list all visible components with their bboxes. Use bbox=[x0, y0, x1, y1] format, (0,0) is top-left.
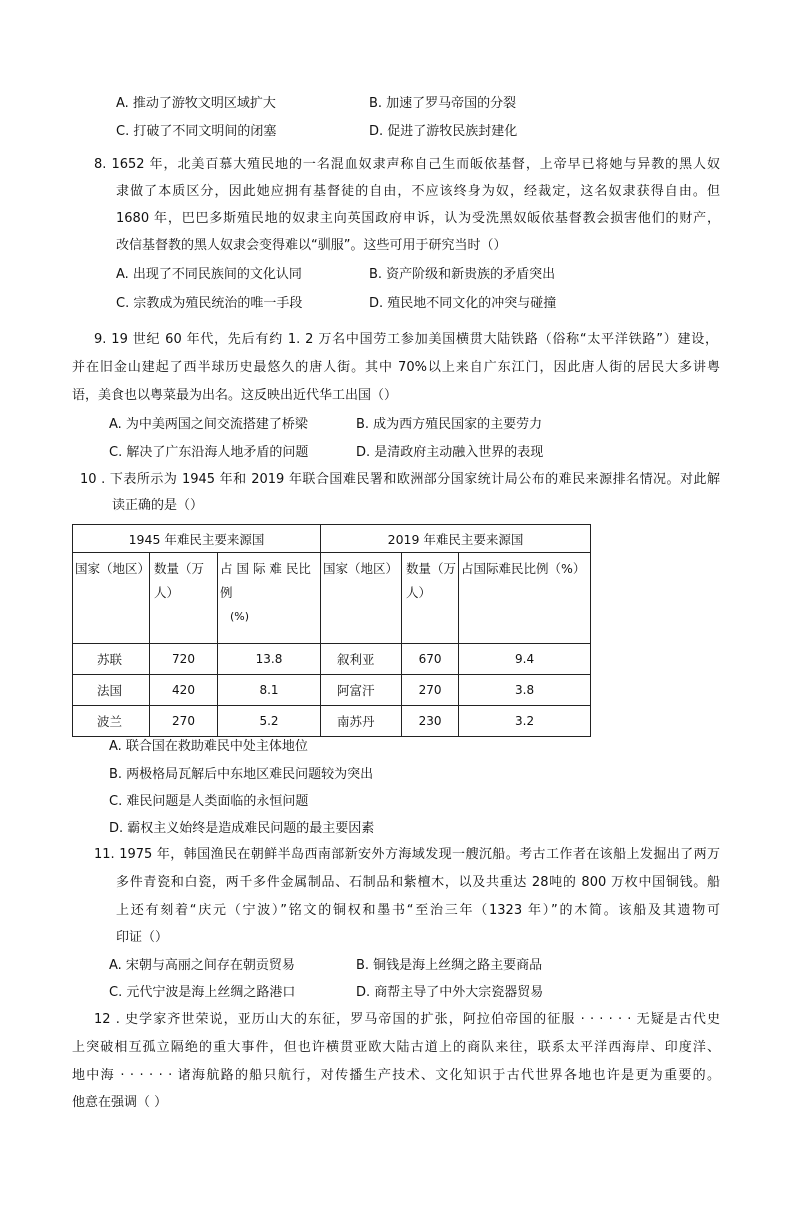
q10-stem-line-1: 10 . 下表所示为 1945 年和 2019 年联合国难民署和欧洲部分国家统计局公布的难民来源排名情况。对此解 bbox=[80, 472, 720, 487]
q11-stem-line-3: 上还有刻着“庆元（宁波）”铭文的铜权和墨书“至治三年（1323 年）”的木简。该船及其遗物可 bbox=[116, 903, 720, 918]
col-percent-1945-label: 占 国 际 难 民比例 bbox=[220, 561, 311, 600]
q10-option-c[interactable]: C. 难民问题是人类面临的永恒问题 bbox=[109, 794, 309, 809]
q12-stem-line-1: 12 . 史学家齐世荣说，亚历山大的东征，罗马帝国的扩张，阿拉伯帝国的征服 · · · · · · 无疑是古代史 bbox=[94, 1012, 720, 1027]
table-row bbox=[73, 644, 591, 675]
q8-option-b[interactable]: B. 资产阶级和新贵族的矛盾突出 bbox=[369, 267, 556, 282]
country-2019: 叙利亚 bbox=[321, 644, 402, 675]
q8-option-c[interactable]: C. 宗教成为殖民统治的唯一手段 bbox=[116, 296, 303, 311]
q11-stem-line-1: 11. 1975 年，韩国渔民在朝鲜半岛西南部新安外方海域发现一艘沉船。考古工作者在该船上发掘出了两万 bbox=[94, 847, 720, 862]
q10-option-b[interactable]: B. 两极格局瓦解后中东地区难民问题较为突出 bbox=[109, 767, 374, 782]
col-percent-1945 bbox=[218, 553, 321, 644]
q11-option-b[interactable]: B. 铜钱是海上丝绸之路主要商品 bbox=[356, 958, 543, 973]
q10-option-a[interactable]: A. 联合国在救助难民中处主体地位 bbox=[109, 739, 308, 754]
col-percent-2019: 占国际难民比例（%） bbox=[459, 553, 591, 644]
table-group-1945: 1945 年难民主要来源国 bbox=[73, 525, 321, 553]
col-percent-1945-unit: (%) bbox=[230, 610, 250, 623]
q7-option-d[interactable]: D. 促进了游牧民族封建化 bbox=[369, 124, 518, 139]
percent-1945: 8.1 bbox=[218, 675, 321, 706]
q11-stem-line-2: 多件青瓷和白瓷，两千多件金属制品、石制品和紫檀木，以及共重达 28吨的 800 万枚中国铜钱。船 bbox=[116, 875, 720, 890]
country-1945: 苏联 bbox=[73, 644, 150, 675]
q11-option-d[interactable]: D. 商帮主导了中外大宗瓷器贸易 bbox=[356, 985, 544, 1000]
percent-1945: 13.8 bbox=[218, 644, 321, 675]
q12-stem-line-3: 地中海 · · · · · · 诸海航路的船只航行，对传播生产技术、文化知识于古代世界各地也许是更为重要的。 bbox=[72, 1068, 720, 1083]
q8-stem-line-3: 1680 年，巴巴多斯殖民地的奴隶主向英国政府申诉，认为受洗黑奴皈依基督教会损害他们的财产， bbox=[116, 211, 720, 226]
q9-option-a[interactable]: A. 为中美两国之间交流搭建了桥梁 bbox=[109, 417, 308, 432]
quantity-1945: 270 bbox=[150, 706, 218, 737]
quantity-1945: 420 bbox=[150, 675, 218, 706]
percent-2019: 3.2 bbox=[459, 706, 591, 737]
q12-stem-line-2: 上突破相互孤立隔绝的重大事件，但也许横贯亚欧大陆古道上的商队来往，联系太平洋西海岸、印度洋、 bbox=[72, 1040, 720, 1055]
q8-option-d[interactable]: D. 殖民地不同文化的冲突与碰撞 bbox=[369, 296, 557, 311]
col-quantity-1945: 数量（万人） bbox=[150, 553, 218, 644]
percent-1945: 5.2 bbox=[218, 706, 321, 737]
q7-option-a[interactable]: A. 推动了游牧文明区域扩大 bbox=[116, 96, 276, 111]
q9-option-d[interactable]: D. 是清政府主动融入世界的表现 bbox=[356, 445, 544, 460]
table-row bbox=[73, 706, 591, 737]
percent-2019: 3.8 bbox=[459, 675, 591, 706]
q12-stem-line-4: 他意在强调（ ） bbox=[72, 1095, 168, 1110]
q11-option-c[interactable]: C. 元代宁波是海上丝绸之路港口 bbox=[109, 985, 296, 1000]
q7-option-c[interactable]: C. 打破了不同文明间的闭塞 bbox=[116, 124, 277, 139]
refugee-table bbox=[72, 524, 591, 737]
q9-option-b[interactable]: B. 成为西方殖民国家的主要劳力 bbox=[356, 417, 543, 432]
country-2019: 南苏丹 bbox=[321, 706, 402, 737]
q9-stem-line-3: 语，美食也以粤菜最为出名。这反映出近代华工出国（） bbox=[72, 388, 398, 403]
table-row bbox=[73, 675, 591, 706]
q10-stem-line-2: 读正确的是（） bbox=[112, 498, 204, 513]
col-country-2019: 国家（地区） bbox=[321, 553, 402, 644]
q9-stem-line-2: 并在旧金山建起了西半球历史最悠久的唐人街。其中 70%以上来自广东江门，因此唐人街的居民大多讲粤 bbox=[72, 360, 720, 375]
q9-stem-line-1: 9. 19 世纪 60 年代，先后有约 1. 2 万名中国劳工参加美国横贯大陆铁路（俗称“太平洋铁路”）建设， bbox=[94, 332, 718, 347]
country-1945: 法国 bbox=[73, 675, 150, 706]
quantity-2019: 270 bbox=[402, 675, 459, 706]
quantity-2019: 670 bbox=[402, 644, 459, 675]
q9-option-c[interactable]: C. 解决了广东沿海人地矛盾的问题 bbox=[109, 445, 309, 460]
country-1945: 波兰 bbox=[73, 706, 150, 737]
q10-option-d[interactable]: D. 霸权主义始终是造成难民问题的最主要因素 bbox=[109, 821, 375, 836]
q11-stem-line-4: 印证（） bbox=[116, 930, 169, 945]
quantity-2019: 230 bbox=[402, 706, 459, 737]
q8-stem-line-4: 改信基督教的黑人奴隶会变得难以“驯服”。这些可用于研究当时（） bbox=[116, 238, 507, 253]
q8-option-a[interactable]: A. 出现了不同民族间的文化认同 bbox=[116, 267, 302, 282]
quantity-1945: 720 bbox=[150, 644, 218, 675]
col-country-1945: 国家（地区） bbox=[73, 553, 150, 644]
q8-stem-line-2: 隶做了本质区分，因此她应拥有基督徒的自由，不应该终身为奴，经裁定，这名奴隶获得自由。但 bbox=[116, 184, 720, 199]
country-2019: 阿富汗 bbox=[321, 675, 402, 706]
q11-option-a[interactable]: A. 宋朝与高丽之间存在朝贡贸易 bbox=[109, 958, 295, 973]
percent-2019: 9.4 bbox=[459, 644, 591, 675]
col-quantity-2019: 数量（万人） bbox=[402, 553, 459, 644]
q7-option-b[interactable]: B. 加速了罗马帝国的分裂 bbox=[369, 96, 517, 111]
table-group-2019: 2019 年难民主要来源国 bbox=[321, 525, 591, 553]
q8-stem-line-1: 8. 1652 年，北美百慕大殖民地的一名混血奴隶声称自己生而皈依基督，上帝早已将她与异教的黑人奴 bbox=[94, 157, 720, 172]
